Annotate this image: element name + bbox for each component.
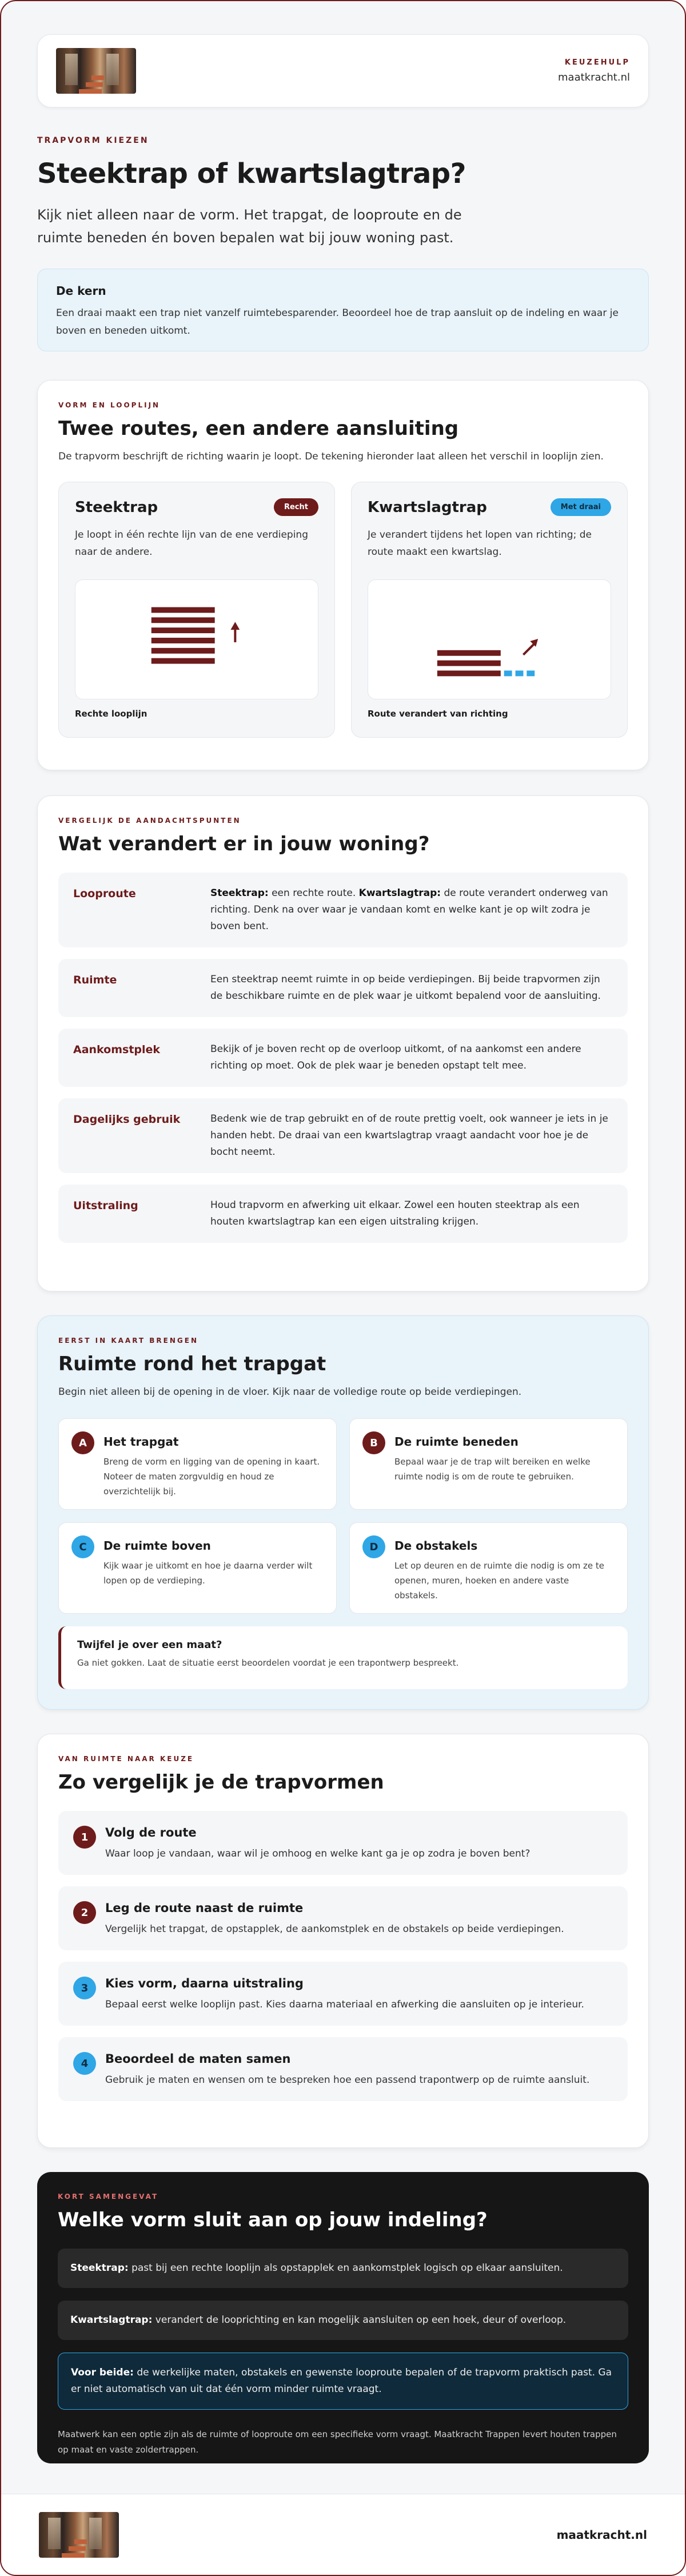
compare-key: Looproute: [73, 887, 136, 900]
ruimte-item: [349, 1522, 628, 1614]
ruimte-title: Ruimte rond het trapgat: [58, 1353, 326, 1375]
ruimte-item: [349, 1418, 628, 1510]
compare-key: Aankomstplek: [73, 1043, 161, 1056]
ruimte-item-title: De obstakels: [394, 1539, 478, 1553]
doubt-title: Twijfel je over een maat?: [77, 1639, 222, 1651]
compare-row: [58, 1029, 628, 1087]
footer-site-link[interactable]: maatkracht.nl: [556, 2527, 647, 2542]
ruimte-item-title: Het trapgat: [103, 1435, 179, 1449]
compare-key: Uitstraling: [73, 1199, 138, 1212]
brand-site[interactable]: maatkracht.nl: [558, 71, 630, 83]
route-text: Je loopt in één rechte lijn van de ene verdieping naar de andere.: [75, 529, 308, 558]
step-item: [58, 1886, 628, 1950]
compare-row: [58, 959, 628, 1017]
step-text: Gebruik je maten en wensen om te bespreken hoe een passend trapontwerp op de ruimte aansluit.: [105, 2074, 590, 2086]
compare-eyebrow: VERGELIJK DE AANDACHTSPUNTEN: [58, 817, 241, 825]
ruimte-item-text: Breng de vorm en ligging van de opening in kaart. Noteer de maten zorgvuldig en houd ze overzichtelijk bij.: [103, 1457, 320, 1497]
route-card-kwartslagtrap: [351, 482, 628, 738]
ruimte-eyebrow: EERST IN KAART BRENGEN: [58, 1337, 198, 1345]
brand-block: [558, 58, 630, 83]
step-number: 3: [73, 1977, 96, 1999]
compare-value: Een steektrap neemt ruimte in op beide verdiepingen. Bij beide trapvormen zijn de beschikbare ruimte en de plek waar je uitkomt bepalend voor de aansluiting.: [210, 974, 601, 1002]
step-title: Kies vorm, daarna uitstraling: [105, 1977, 304, 1990]
kern-callout: [37, 269, 649, 351]
hero-eyebrow: TRAPVORM KIEZEN: [37, 136, 149, 145]
letter-badge: B: [362, 1431, 385, 1454]
routes-section: [37, 380, 649, 770]
summary-title: Welke vorm sluit aan op jouw indeling?: [58, 2209, 488, 2231]
footer-logo-image[interactable]: [39, 2512, 119, 2558]
ruimte-item-text: Kijk waar je uitkomt en hoe je daarna verder wilt lopen op de verdieping.: [103, 1561, 313, 1586]
routes-lead: De trapvorm beschrijft de richting waarin je loopt. De tekening hieronder laat alleen het verschil in looplijn zien.: [58, 451, 604, 462]
step-number: 2: [73, 1901, 96, 1924]
doubt-callout: [58, 1626, 628, 1689]
routes-eyebrow: VORM EN LOOPLIJN: [58, 401, 161, 409]
summary-row-highlight: Voor beide: de werkelijke maten, obstakels en gewenste looproute bepalen of de trapvorm praktisch past. Ga er niet automatisch van uit dat één vorm minder ruimte vraagt.: [58, 2353, 628, 2410]
step-item: [58, 2037, 628, 2101]
route-caption: Rechte looplijn: [75, 709, 147, 719]
site-footer: [1, 2494, 685, 2575]
compare-key: Dagelijks gebruik: [73, 1113, 181, 1126]
ruimte-section: [37, 1315, 649, 1710]
compare-title: Wat verandert er in jouw woning?: [58, 833, 430, 855]
step-title: Leg de route naast de ruimte: [105, 1901, 304, 1915]
page-title: Steektrap of kwartslagtrap?: [37, 158, 466, 190]
kern-title: De kern: [56, 284, 106, 298]
ruimte-item: [58, 1418, 337, 1510]
ruimte-item-text: Let op deuren en de ruimte die nodig is om ze te openen, muren, hoeken en andere vaste obstakels.: [394, 1561, 605, 1601]
straight-stair-illustration: [75, 580, 318, 699]
straight-stair-diagram: [75, 579, 318, 699]
letter-badge: C: [71, 1535, 94, 1558]
compare-section: [37, 795, 649, 1291]
compare-value: Steektrap: een rechte route. Kwartslagtrap: de route verandert onderweg van richting. Denk na over waar je vandaan komt en welke kant je op wilt zodra je boven bent.: [210, 887, 608, 932]
kern-text: Een draai maakt een trap niet vanzelf ruimtebesparender. Beoordeel hoe de trap aansluit op de indeling en waar je boven en beneden uitkomt.: [56, 307, 619, 337]
ruimte-item: [58, 1522, 337, 1614]
route-pill: Met draai: [551, 498, 611, 516]
route-pill: Recht: [274, 498, 318, 516]
compare-row: [58, 873, 628, 947]
hero-intro: Kijk niet alleen naar de vorm. Het trapgat, de looproute en de ruimte beneden én boven bepalen wat bij jouw woning past.: [37, 207, 462, 246]
compare-row: [58, 1098, 628, 1173]
summary-row: Kwartslagtrap: verandert de looprichting en kan mogelijk aansluiten op een hoek, deur of overloop.: [58, 2301, 628, 2340]
steps-eyebrow: VAN RUIMTE NAAR KEUZE: [58, 1755, 194, 1763]
route-title: Steektrap: [75, 498, 158, 516]
summary-section: [37, 2172, 649, 2463]
quarter-turn-illustration: [368, 580, 611, 699]
compare-key: Ruimte: [73, 974, 117, 986]
ruimte-lead: Begin niet alleen bij de opening in de vloer. Kijk naar de volledige route op beide verdiepingen.: [58, 1386, 522, 1398]
ruimte-item-title: De ruimte boven: [103, 1539, 211, 1553]
compare-row: [58, 1185, 628, 1243]
quarter-turn-diagram: [368, 579, 611, 699]
summary-row: Steektrap: past bij een rechte looplijn als opstapplek en aankomstplek logisch op elkaar aansluiten.: [58, 2249, 628, 2288]
step-number: 1: [73, 1826, 96, 1849]
step-item: [58, 1962, 628, 2026]
step-title: Volg de route: [105, 1826, 197, 1839]
summary-eyebrow: KORT SAMENGEVAT: [58, 2193, 159, 2201]
route-title: Kwartslagtrap: [368, 498, 487, 516]
logo-image[interactable]: [56, 48, 136, 94]
steps-section: [37, 1734, 649, 2148]
step-item: [58, 1811, 628, 1875]
page-content: [37, 34, 649, 2463]
letter-badge: D: [362, 1535, 385, 1558]
step-text: Waar loop je vandaan, waar wil je omhoog en welke kant ga je op zodra je boven bent?: [105, 1848, 531, 1859]
step-text: Vergelijk het trapgat, de opstapplek, de aankomstplek en de obstakels op beide verdiepingen.: [105, 1923, 564, 1935]
letter-badge: A: [71, 1431, 94, 1454]
summary-footnote: Maatwerk kan een optie zijn als de ruimte of looproute om een specifieke vorm vraagt. Maatkracht Trappen levert houten trappen op maat en vaste zoldertrappen.: [58, 2429, 617, 2455]
compare-list: [58, 873, 628, 1243]
step-number: 4: [73, 2052, 96, 2075]
brand-kicker: KEUZEHULP: [564, 58, 630, 67]
route-caption: Route verandert van richting: [368, 709, 508, 719]
doubt-text: Ga niet gokken. Laat de situatie eerst beoordelen voordat je een trapontwerp bespreekt.: [77, 1658, 459, 1668]
route-card-steektrap: [58, 482, 335, 738]
ruimte-item-title: De ruimte beneden: [394, 1435, 519, 1449]
compare-value: Houd trapvorm en afwerking uit elkaar. Zowel een houten steektrap als een houten kwartslagtrap kan een eigen uitstraling krijgen.: [210, 1199, 580, 1227]
hero: [37, 136, 649, 249]
compare-value: Bedenk wie de trap gebruikt en of de route prettig voelt, ook wanneer je iets in je handen hebt. De draai van een kwartslagtrap vraagt aandacht voor hoe je de bocht neemt.: [210, 1113, 608, 1158]
route-text: Je verandert tijdens het lopen van richting; de route maakt een kwartslag.: [368, 529, 592, 558]
step-title: Beoordeel de maten samen: [105, 2052, 291, 2066]
steps-title: Zo vergelijk je de trapvormen: [58, 1771, 384, 1794]
site-header: [37, 34, 649, 107]
step-text: Bepaal eerst welke looplijn past. Kies daarna materiaal en afwerking die aansluiten op je interieur.: [105, 1999, 584, 2010]
routes-title: Twee routes, een andere aansluiting: [58, 417, 459, 440]
compare-value: Bekijk of je boven recht op de overloop uitkomt, of na aankomst een andere richting op moet. Ook de plek waar je beneden opstapt telt mee.: [210, 1043, 581, 1071]
ruimte-item-text: Bepaal waar je de trap wilt bereiken en welke ruimte nodig is om de route te gebruiken.: [394, 1457, 591, 1482]
